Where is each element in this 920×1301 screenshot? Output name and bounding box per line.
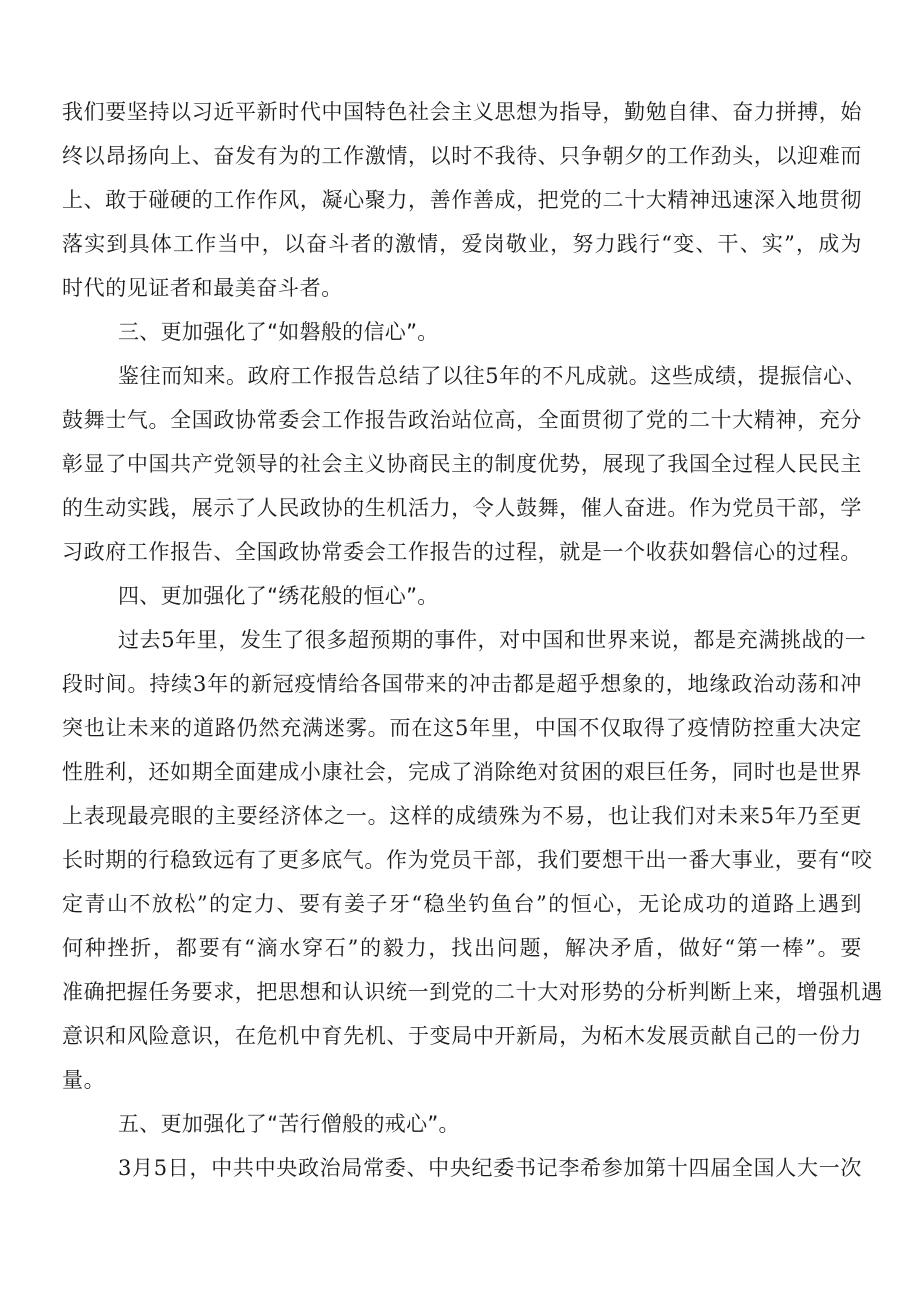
paragraph-line: 的生动实践，展示了人民政协的生机活力，令人鼓舞，催人奋进。作为党员干部，学 <box>62 496 862 520</box>
paragraph-line: 鉴往而知来。政府工作报告总结了以往5年的不凡成就。这些成绩，提振信心、 <box>118 364 867 388</box>
paragraph-line: 上表现最亮眼的主要经济体之一。这样的成绩殊为不易，也让我们对未来5年乃至更 <box>62 804 862 828</box>
paragraph-line: 时代的见证者和最美奋斗者。 <box>62 276 343 300</box>
paragraph-line: 鼓舞士气。全国政协常委会工作报告政治站位高，全面贯彻了党的二十大精神，充分 <box>62 408 862 432</box>
paragraph-line: 落实到具体工作当中，以奋斗者的激情，爱岗敬业，努力践行“变、干、实”，成为 <box>62 232 862 256</box>
paragraph-line: 3月5日，中共中央政治局常委、中央纪委书记李希参加第十四届全国人大一次 <box>118 1156 862 1180</box>
paragraph-line: 终以昂扬向上、奋发有为的工作激情，以时不我待、只争朝夕的工作劲头，以迎难而 <box>62 144 862 168</box>
paragraph-line: 我们要坚持以习近平新时代中国特色社会主义思想为指导，勤勉自律、奋力拼搏，始 <box>62 100 862 124</box>
paragraph-line: 定青山不放松”的定力、要有姜子牙“稳坐钓鱼台”的恒心，无论成功的道路上遇到 <box>62 892 862 916</box>
paragraph-line: 何种挫折，都要有“滴水穿石”的毅力，找出问题，解决矛盾，做好“第一棒”。要 <box>62 936 862 960</box>
paragraph-line: 习政府工作报告、全国政协常委会工作报告的过程，就是一个收获如磐信心的过程。 <box>62 540 862 564</box>
paragraph-line: 突也让未来的道路仍然充满迷雾。而在这5年里，中国不仅取得了疫情防控重大决定 <box>62 716 862 740</box>
paragraph-line: 段时间。持续3年的新冠疫情给各国带来的冲击都是超乎想象的，地缘政治动荡和冲 <box>62 672 862 696</box>
paragraph-line: 性胜利，还如期全面建成小康社会，完成了消除绝对贫困的艰巨任务，同时也是世界 <box>62 760 862 784</box>
paragraph-line: 量。 <box>62 1068 106 1092</box>
section-heading-4: 四、更加强化了“绣花般的恒心”。 <box>118 584 439 608</box>
paragraph-line: 上、敢于碰硬的工作作风，凝心聚力，善作善成，把党的二十大精神迅速深入地贯彻 <box>62 188 862 212</box>
section-heading-5: 五、更加强化了“苦行僧般的戒心”。 <box>118 1112 460 1136</box>
paragraph-line: 彰显了中国共产党领导的社会主义协商民主的制度优势，展现了我国全过程人民民主 <box>62 452 862 476</box>
paragraph-line: 长时期的行稳致远有了更多底气。作为党员干部，我们要想干出一番大事业，要有“咬 <box>62 848 873 872</box>
paragraph-line: 意识和风险意识，在危机中育先机、于变局中开新局，为柘木发展贡献自己的一份力 <box>62 1024 862 1048</box>
paragraph-line: 准确把握任务要求，把思想和认识统一到党的二十大对形势的分析判断上来，增强机遇 <box>62 980 883 1004</box>
paragraph-line: 过去5年里，发生了很多超预期的事件，对中国和世界来说，都是充满挑战的一 <box>118 628 867 652</box>
section-heading-3: 三、更加强化了“如磐般的信心”。 <box>118 320 439 344</box>
